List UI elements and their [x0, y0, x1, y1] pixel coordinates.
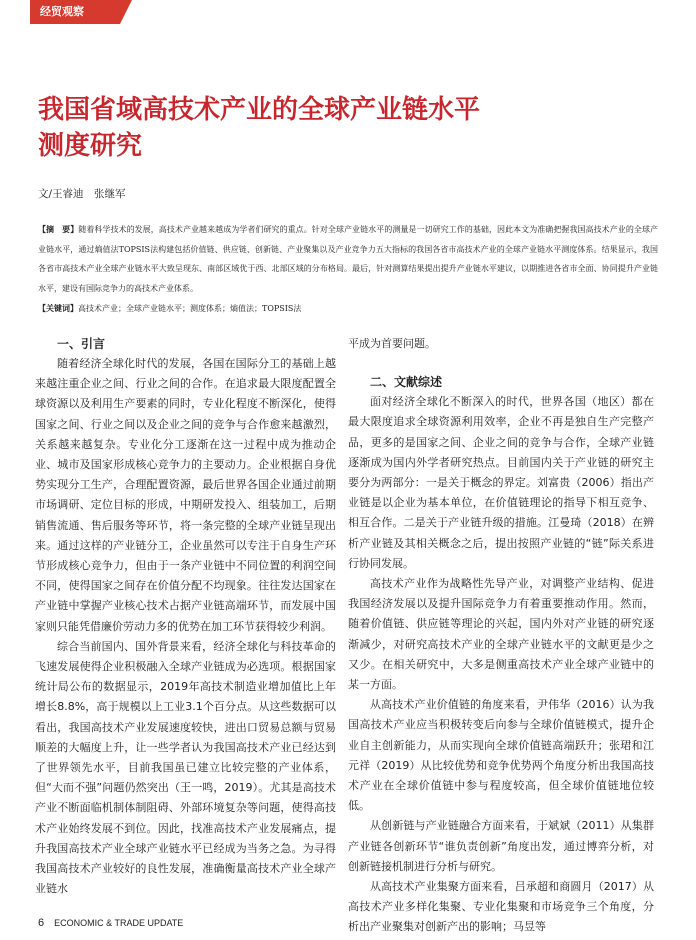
- right-column: [348, 334, 654, 938]
- body-paragraph: 面对经济全球化不断深入的时代，世界各国（地区）都在最大限度追求全球资源利用效率，企业不再是独自生产完整产品，更多的是国家之间、企业之间的竞争与合作，全球产业链逐渐成为国内外学者研究热点。目前国内关于产业链的研究主要分为两部分：一是关于概念的界定。刘富贵（2006）指出产业链是以企业为基本单位，在价值链理论的指导下相互竞争、相互合作。二是关于产业链升级的措施。江曼琦（2018）在辨析产业链及其相关概念之后，提出按照产业链的“链”际关系进行协同发展。: [348, 395, 654, 570]
- body-paragraph-continuation: 平成为首要问题。: [348, 337, 436, 350]
- abstract-text: 随着科学技术的发展，高技术产业越来越成为学者们研究的重点。针对全球产业链水平的测量是一切研究工作的基础，因此本文为准确把握我国高技术产业的全球产业链水平，通过熵值法TOPSIS法构建包括价值链、供应链、创新链、产业聚集以及产业竞争力五大指标的我国各省市高技术产业的全球产业链水平测度体系。结果显示，我国各省市高技术产业全球产业链水平大致呈现东、南部区域优于西、北部区域的分布格局。最后，针对测算结果提出提升产业链水平建议，以期推进各省市全面、协同提升产业链水平，建设有国际竞争力的高技术产业体系。: [38, 225, 658, 293]
- abstract-block: [38, 220, 658, 319]
- page-number: 6: [38, 917, 45, 929]
- journal-name: ECONOMIC & TRADE UPDATE: [54, 918, 184, 928]
- article-title-line2: 测度研究: [38, 131, 143, 161]
- section-heading-literature-review: 二、文献综述: [370, 375, 443, 390]
- article-title: [38, 92, 638, 164]
- keywords-text: 高技术产业；全球产业链水平；测度体系；熵值法；TOPSIS法: [78, 304, 302, 313]
- keywords-label: 【关键词】: [38, 304, 78, 313]
- page-footer: [38, 917, 183, 929]
- abstract-label: 【摘 要】: [38, 225, 79, 234]
- abstract-paragraph: [38, 220, 658, 298]
- section-heading-introduction: 一、引言: [57, 337, 106, 351]
- keywords-paragraph: [38, 299, 658, 319]
- body-paragraph: 从高技术产业价值链的角度来看，尹伟华（2016）认为我国高技术产业应当积极转变后向参与全球价值链模式，提升企业自主创新能力，从而实现向全球价值链高端跃升；张珺和江元祥（2019）从比较优势和竞争优势两个角度分析出我国高技术产业在全球价值链中参与程度较高，但全球价值链地位较低。: [348, 698, 654, 813]
- body-paragraph: 综合当前国内、国外背景来看，经济全球化与科技革命的飞速发展使得企业积极融入全球产业链成为必选项。根据国家统计局公布的数据显示，2019年高技术制造业增加值比上年增长8.8%，高于规模以上工业3.1个百分点。从这些数据可以看出，我国高技术产业发展速度较快，进出口贸易总额与贸易顺差的大幅度上升，让一些学者认为我国高技术产业已经达到了世界领先水平，目前我国虽已建立比较完整的产业体系，但“大而不强”问题仍然突出（王一鸣，2019）。尤其是高技术产业不断面临机制体制阻碍、外部环境复杂等问题，使得高技术产业始终发展不到位。因此，找准高技术产业发展痛点，提升我国高技术产业全球产业链水平已经成为当务之急。为寻得我国高技术产业较好的良性发展，准确衡量高技术产业全球产业链水: [35, 639, 336, 896]
- article-title-line1: 我国省域高技术产业的全球产业链水平: [38, 95, 481, 125]
- left-column: [35, 334, 336, 899]
- body-paragraph: 从创新链与产业链融合方面来看，于斌斌（2011）从集群产业链各创新环节“谁负责创新”角度出发，通过博弈分析，对创新链接机制进行分析与研究。: [348, 819, 654, 873]
- top-header-bar: [0, 0, 696, 24]
- body-paragraph: 高技术产业作为战略性先导产业，对调整产业结构、促进我国经济发展以及提升国际竞争力有着重要推动作用。然而，随着价值链、供应链等理论的兴起，国内外对产业链的研究逐渐减少，对研究高技术产业的全球产业链水平的文献更是少之又少。在相关研究中，大多是侧重高技术产业全球产业链中的某一方面。: [348, 577, 654, 692]
- body-paragraph: 从高技术产业集聚方面来看，吕承超和商圆月（2017）从高技术产业多样化集聚、专业化集聚和市场竞争三个角度，分析出产业聚集对创新产出的影响；马昱等: [348, 880, 654, 934]
- article-authors: 文/王睿迪 张继军: [38, 188, 126, 200]
- body-paragraph: 随着经济全球化时代的发展，各国在国际分工的基础上越来越注重企业之间、行业之间的合作。在追求最大限度配置全球资源以及利用生产要素的同时，专业化程度不断深化，使得国家之间、行业之间以及企业之间的竞争与合作愈来越激烈，关系越来越复杂。专业化分工逐渐在这一过程中成为推动企业、城市及国家形成核心竞争力的主要动力。企业根据自身优势实现分工生产，合理配置资源，最后世界各国企业通过前期市场调研、定位目标的形成，中期研发投入、组装加工，后期销售流通、售后服务等环节，将一条完整的全球产业链呈现出来。通过这样的产业链分工，企业虽然可以专注于自身生产环节形成核心竞争力，但由于一条产业链中不同位置的利润空间不同，使得国家之间存在价值分配不均现象。往往发达国家在产业链中掌握产业核心技术占据产业链高端环节，而发展中国家则只能凭借廉价劳动力多的优势在加工环节获得较少利润。: [35, 357, 336, 633]
- section-tab: 经贸观察: [30, 0, 120, 24]
